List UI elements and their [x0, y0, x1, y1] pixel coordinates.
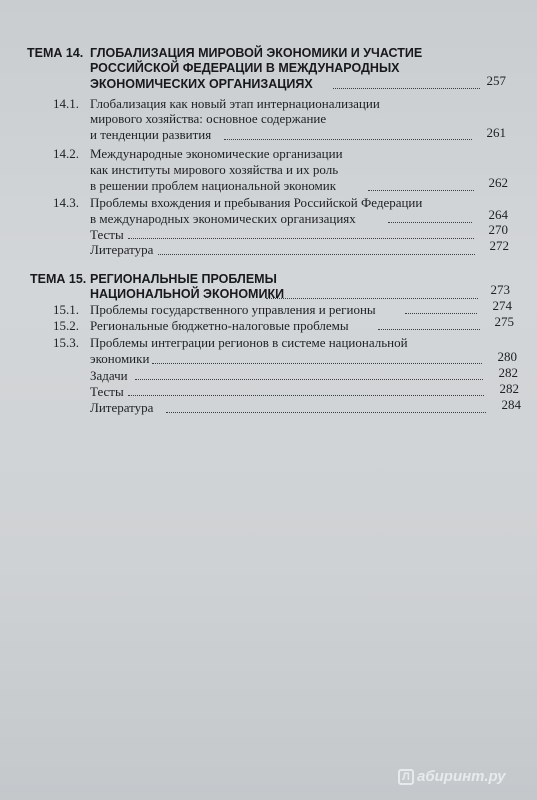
leader-dots — [368, 190, 474, 191]
leader-dots — [266, 298, 478, 299]
leader-dots — [378, 329, 480, 330]
section-15-3-line-2: экономики — [90, 351, 150, 366]
section-14-1-line-3: и тенденции развития — [90, 127, 212, 142]
topic-14-literature: Литература — [90, 242, 154, 257]
labirint-watermark — [398, 768, 506, 785]
topic-14-title-line-3: ЭКОНОМИЧЕСКИХ ОРГАНИЗАЦИЯХ — [90, 77, 313, 91]
section-15-3-page: 280 — [497, 349, 517, 364]
topic-14-tests-page: 270 — [488, 222, 508, 237]
topic-15-literature: Литература — [90, 400, 154, 415]
watermark-text: абиринт.ру — [417, 768, 506, 785]
section-15-2-page: 275 — [494, 314, 514, 329]
topic-14-title-line-2: РОССИЙСКОЙ ФЕДЕРАЦИИ В МЕЖДУНАРОДНЫХ — [90, 61, 400, 75]
leader-dots — [224, 139, 472, 140]
topic-15-label: ТЕМА 15. — [30, 272, 87, 286]
section-14-3-line-2: в международных экономических организациях — [90, 211, 356, 226]
section-14-1-number: 14.1. — [53, 96, 79, 111]
section-15-1-number: 15.1. — [53, 302, 79, 317]
section-14-2-line-2: как институты мирового хозяйства и их роль — [90, 162, 339, 177]
topic-14-title-line-1: ГЛОБАЛИЗАЦИЯ МИРОВОЙ ЭКОНОМИКИ И УЧАСТИЕ — [90, 46, 423, 60]
topic-15-tasks: Задачи — [90, 368, 128, 383]
topic-15-title-line-1: РЕГИОНАЛЬНЫЕ ПРОБЛЕМЫ — [90, 272, 277, 286]
section-14-1-page: 261 — [486, 125, 506, 140]
leader-dots — [388, 222, 472, 223]
section-14-3-page: 264 — [488, 207, 508, 222]
section-14-2-line-3: в решении проблем национальной экономик — [90, 178, 337, 193]
section-14-3-line-1: Проблемы вхождения и пребывания Российской Федерации — [90, 195, 423, 210]
topic-15-tests: Тесты — [90, 384, 124, 399]
topic-14-label: ТЕМА 14. — [27, 46, 84, 60]
section-14-3-number: 14.3. — [53, 195, 79, 210]
topic-15-page: 273 — [490, 282, 510, 297]
section-15-3-line-1: Проблемы интеграции регионов в системе национальной — [90, 335, 408, 350]
section-14-2-page: 262 — [488, 175, 508, 190]
topic-15-tests-page: 282 — [499, 381, 519, 396]
topic-14-tests: Тесты — [90, 227, 124, 242]
section-15-2-number: 15.2. — [53, 318, 79, 333]
section-15-2-line-1: Региональные бюджетно-налоговые проблемы — [90, 318, 349, 333]
section-15-1-page: 274 — [492, 298, 512, 313]
leader-dots — [128, 395, 484, 396]
section-14-2-number: 14.2. — [53, 146, 79, 161]
leader-dots — [405, 313, 477, 314]
labirint-logo-icon: Л — [398, 769, 414, 785]
leader-dots — [333, 88, 480, 89]
leader-dots — [128, 238, 474, 239]
section-14-1-line-2: мирового хозяйства: основное содержание — [90, 111, 327, 126]
topic-15-title-line-2: НАЦИОНАЛЬНОЙ ЭКОНОМИКИ — [90, 287, 285, 301]
leader-dots — [158, 254, 475, 255]
leader-dots — [166, 412, 486, 413]
section-14-1-line-1: Глобализация как новый этап интернационализации — [90, 96, 380, 111]
topic-14-page: 257 — [486, 73, 506, 88]
section-15-1-line-1: Проблемы государственного управления и регионы — [90, 302, 376, 317]
topic-15-literature-page: 284 — [501, 397, 521, 412]
leader-dots — [152, 363, 482, 364]
leader-dots — [135, 379, 483, 380]
topic-15-tasks-page: 282 — [498, 365, 518, 380]
section-15-3-number: 15.3. — [53, 335, 79, 350]
topic-14-literature-page: 272 — [489, 238, 509, 253]
section-14-2-line-1: Международные экономические организации — [90, 146, 343, 161]
